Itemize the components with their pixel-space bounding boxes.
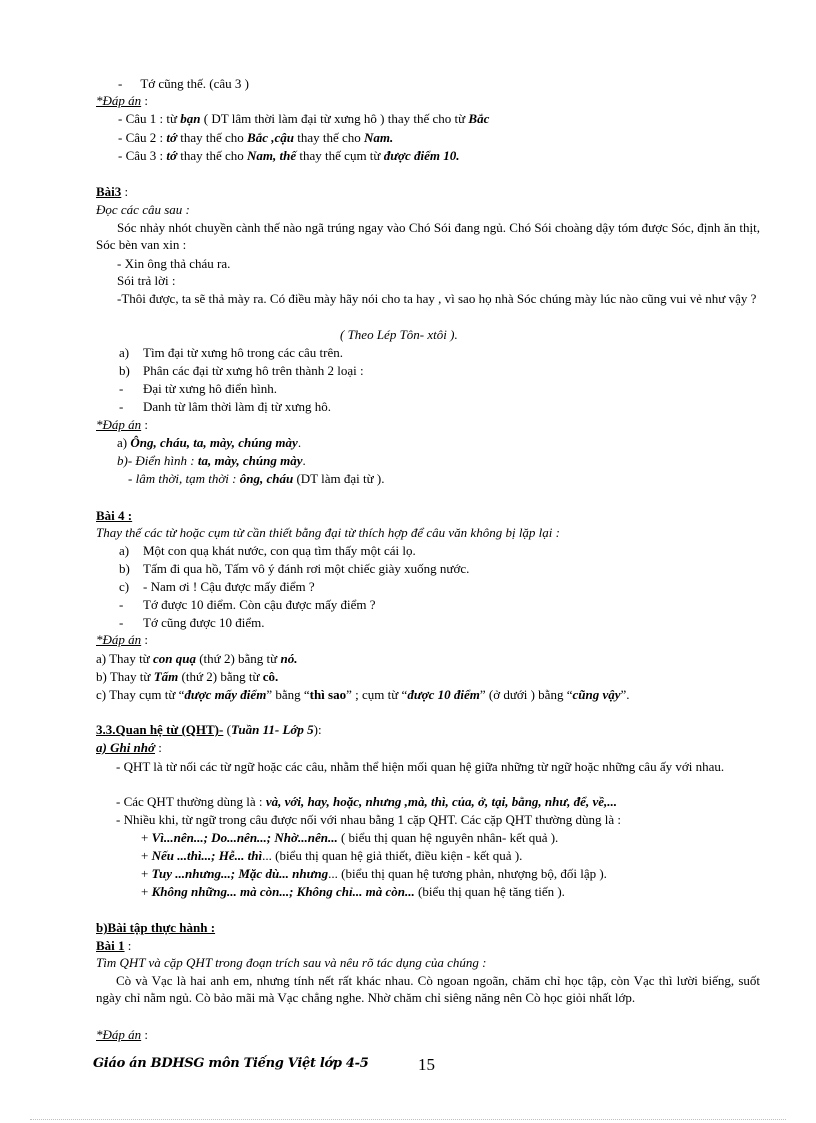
- section-heading: 3.3.Quan hệ từ (QHT)- (Tuần 11- Lớp 5):: [96, 722, 322, 737]
- subsection-heading: b)Bài tập thực hành :: [96, 920, 216, 935]
- page-bottom-rule: [30, 1119, 786, 1120]
- answer-line: - Câu 2 : tớ thay thế cho Bắc ,cậu thay thế cho Nam.: [118, 130, 394, 145]
- question-item: a) Tìm đại từ xưng hô trong các câu trên.: [119, 345, 344, 360]
- exercise-instruction: Tìm QHT và cặp QHT trong đoạn trích sau và nêu rõ tác dụng của chúng :: [96, 955, 487, 970]
- pair-item: + Vì...nên...; Do...nên...; Nhờ...nên... ( biểu thị quan hệ nguyên nhân- kết quả ).: [141, 830, 559, 845]
- answer-line: b)- Điển hình : ta, mày, chúng mày.: [117, 453, 306, 468]
- subsection-heading: a) Ghi nhớ :: [96, 740, 162, 755]
- question-subitem: - Đại từ xưng hô điển hình.: [119, 381, 277, 396]
- question-item: b) Phân các đại từ xưng hô trên thành 2 loại :: [119, 363, 364, 378]
- question-item: - Tớ được 10 điểm. Còn cậu được mấy điểm ?: [119, 597, 376, 612]
- note-paragraph: - QHT là từ nối các từ ngữ hoặc các câu, nhằm thể hiện mối quan hệ giữa những từ ngữ hoặc những câu ấy với nhau.: [116, 759, 725, 774]
- source-citation: ( Theo Lép Tôn- xtôi ).: [340, 327, 458, 342]
- answer-line: - Câu 3 : tớ thay thế cho Nam, thế thay thế cụm từ được điểm 10.: [118, 148, 460, 163]
- question-item: b) Tấm đi qua hồ, Tấm vô ý đánh rơi một chiếc giày xuống nước.: [119, 561, 470, 576]
- exercise-instruction: Thay thế các từ hoặc cụm từ cần thiết bằng đại từ thích hợp để câu văn không bị lặp lại :: [96, 525, 560, 540]
- exercise-title: Bài 1 :: [96, 938, 132, 953]
- page-number: 15: [418, 1055, 435, 1074]
- exercise-title: Bài 4 :: [96, 508, 133, 523]
- answer-label: *Đáp án :: [96, 632, 149, 647]
- question-item: a) Một con quạ khát nước, con quạ tìm thấy một cái lọ.: [119, 543, 416, 558]
- pair-item: + Nếu ...thì...; Hễ... thì... (biểu thị quan hệ giả thiết, điều kiện - kết quả ).: [141, 848, 523, 863]
- answer-line: - Câu 1 : từ bạn ( DT lâm thời làm đại từ xưng hô ) thay thế cho từ Bắc: [118, 111, 490, 126]
- item-dash: - Tớ cũng thế. (câu 3 ): [118, 76, 250, 91]
- story-paragraph: Cò và Vạc là hai anh em, nhưng tính nết rất khác nhau. Cò ngoan ngoãn, chăm chỉ học tập, còn Vạc thì lười biếng, suốt ngày chỉ nằm ngủ. Cò bảo mãi mà Vạc chẳng nghe. Nhờ chăm chỉ siêng năng nên Cò học giỏi nhất lớp.: [96, 973, 760, 1005]
- exercise-title: Bài3 :: [96, 184, 129, 199]
- pair-item: + Tuy ...nhưng...; Mặc dù... nhưng... (biểu thị quan hệ tương phản, nhượng bộ, đối lập ).: [141, 866, 607, 881]
- answer-line: a) Ông, cháu, ta, mày, chúng mày.: [117, 435, 302, 450]
- story-line: - Xin ông thả cháu ra.: [117, 256, 231, 271]
- question-subitem: - Danh từ lâm thời làm đị từ xưng hô.: [119, 399, 331, 414]
- answer-label: *Đáp án :: [96, 417, 149, 432]
- exercise-instruction: Đọc các câu sau :: [96, 202, 190, 217]
- note-line: - Nhiều khi, từ ngữ trong câu được nối với nhau bằng 1 cặp QHT. Các cặp QHT thường dùng là :: [116, 812, 622, 827]
- answer-line: a) Thay từ con quạ (thứ 2) bằng từ nó.: [96, 651, 298, 666]
- story-paragraph: Sóc nhảy nhót chuyền cành thế nào ngã trúng ngay vào Chó Sói đang ngủ. Chó Sói choàng dậy tóm được Sóc, định ăn thịt, Sóc bèn van xin :: [96, 220, 760, 252]
- note-line: - Các QHT thường dùng là : và, với, hay, hoặc, nhưng ,mà, thì, của, ở, tại, bằng, như, để, về,...: [116, 794, 617, 809]
- question-item: c) - Nam ơi ! Cậu được mấy điểm ?: [119, 579, 315, 594]
- question-item: - Tớ cũng được 10 điểm.: [119, 615, 265, 630]
- pair-item: + Không những... mà còn...; Không chỉ... mà còn... (biểu thị quan hệ tăng tiến ).: [141, 884, 565, 899]
- story-line: Sói trả lời :: [117, 273, 176, 288]
- answer-line: c) Thay cụm từ “được mấy điểm” bằng “thì sao” ; cụm từ “được 10 điểm” (ở dưới ) bằng “cũng vậy”.: [96, 687, 630, 702]
- answer-label: *Đáp án :: [96, 1027, 149, 1042]
- answer-label: *Đáp án :: [96, 93, 149, 108]
- answer-line: b) Thay từ Tấm (thứ 2) bằng từ cô.: [96, 669, 279, 684]
- footer-signature: Giáo án BDHSG môn Tiếng Việt lớp 4-5: [93, 1056, 369, 1071]
- answer-line: - lâm thời, tạm thời : ông, cháu (DT làm đại từ ).: [128, 471, 385, 486]
- story-paragraph: -Thôi được, ta sẽ thả mày ra. Có điều mày hãy nói cho ta hay , vì sao họ nhà Sóc chúng mày lúc nào cũng vui vẻ như vậy ?: [117, 291, 757, 306]
